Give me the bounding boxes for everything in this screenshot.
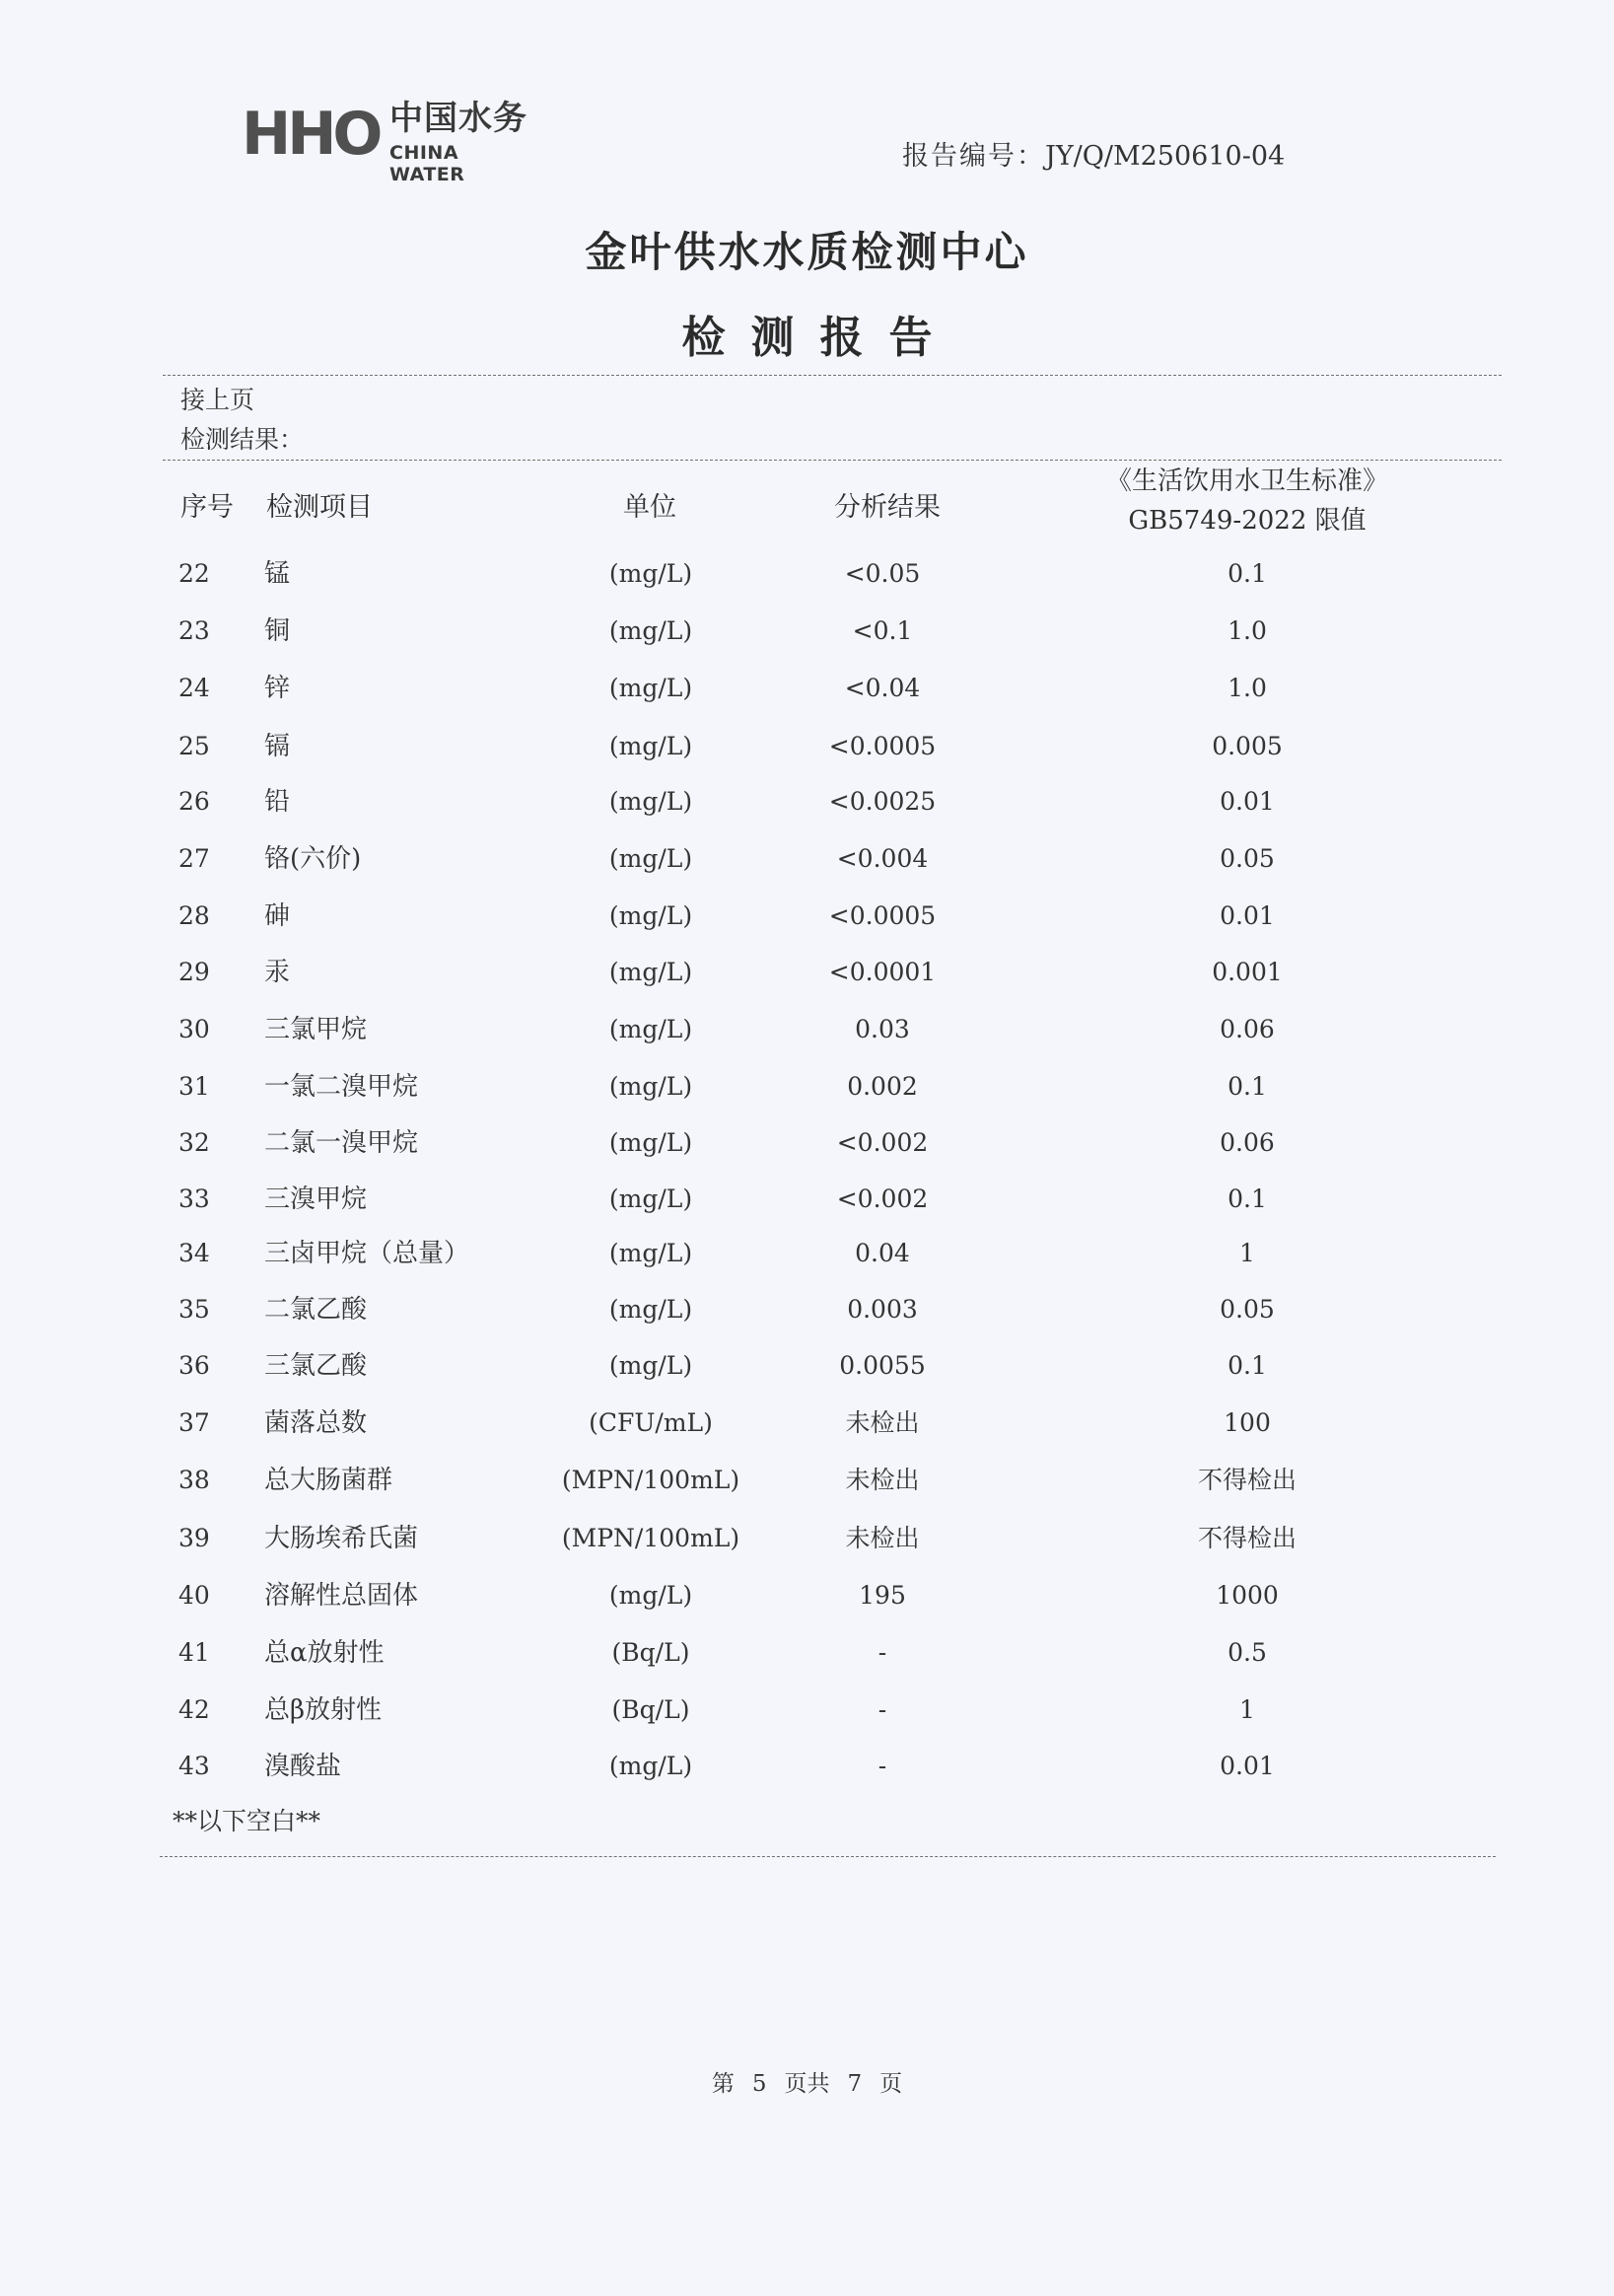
- row-limit: 0.05: [1220, 844, 1275, 873]
- standard-limit-label: GB5749-2022 限值: [1128, 506, 1367, 536]
- row-unit: (mg/L): [608, 1239, 693, 1267]
- row-unit: (Bq/L): [611, 1695, 690, 1724]
- table-row: [0, 727, 1614, 772]
- row-result: <0.0001: [828, 958, 937, 986]
- table-row: [0, 1290, 1614, 1335]
- row-seq: 24: [178, 674, 210, 702]
- row-limit: 0.1: [1228, 1184, 1267, 1213]
- row-item: 铬(六价): [264, 844, 362, 874]
- row-result: 0.03: [855, 1015, 910, 1043]
- row-seq: 31: [178, 1072, 210, 1101]
- row-unit: (mg/L): [608, 958, 693, 986]
- row-limit: 0.1: [1228, 1351, 1267, 1380]
- report-title: 检测报告: [681, 313, 958, 363]
- row-seq: 42: [178, 1695, 210, 1724]
- row-limit: 0.06: [1220, 1128, 1275, 1157]
- table-row: [0, 611, 1614, 657]
- column-header-item: 检测项目: [266, 492, 373, 523]
- top-divider: [163, 375, 1502, 376]
- header-divider: [163, 460, 1502, 461]
- report-number-value: JY/Q/M250610-04: [1045, 141, 1286, 172]
- report-number: [902, 134, 1285, 173]
- row-seq: 37: [178, 1408, 210, 1437]
- row-item: 汞: [264, 958, 291, 987]
- row-limit: 0.005: [1212, 732, 1283, 760]
- row-item: 锌: [264, 674, 291, 703]
- row-item: 总α放射性: [264, 1638, 385, 1668]
- row-seq: 26: [178, 787, 210, 816]
- row-result: 0.003: [847, 1295, 918, 1324]
- row-seq: 28: [178, 901, 210, 930]
- row-item: 铅: [264, 787, 291, 817]
- row-unit: (mg/L): [608, 1072, 693, 1101]
- row-result: -: [877, 1695, 887, 1724]
- row-unit: (MPN/100mL): [561, 1466, 740, 1494]
- row-result: <0.0005: [828, 901, 937, 930]
- row-item: 二氯一溴甲烷: [264, 1128, 419, 1158]
- row-unit: (mg/L): [608, 1351, 693, 1380]
- row-result: 0.002: [847, 1072, 918, 1101]
- row-result: <0.05: [844, 559, 921, 588]
- column-header-unit: 单位: [623, 492, 676, 523]
- table-row: [0, 1346, 1614, 1392]
- standard-name: 《生活饮用水卫生标准》: [1105, 466, 1388, 496]
- logo-mark: HHO: [242, 100, 380, 169]
- row-seq: 33: [178, 1184, 210, 1213]
- row-result: <0.1: [852, 616, 913, 645]
- row-item: 铜: [264, 616, 291, 646]
- table-row: [0, 1123, 1614, 1169]
- row-item: 三氯甲烷: [264, 1015, 368, 1044]
- row-unit: (mg/L): [608, 844, 693, 873]
- page-mid: 页共: [784, 2071, 830, 2097]
- row-seq: 36: [178, 1351, 210, 1380]
- row-item: 总β放射性: [264, 1695, 383, 1725]
- page-footer: [0, 2065, 1614, 2098]
- row-item: 三溴甲烷: [264, 1184, 368, 1214]
- table-row: [0, 1403, 1614, 1449]
- row-result: <0.0025: [828, 787, 937, 816]
- row-item: 菌落总数: [264, 1408, 368, 1438]
- bottom-divider: [160, 1856, 1496, 1857]
- page-total: 7: [847, 2071, 863, 2097]
- row-item: 大肠埃希氏菌: [264, 1524, 419, 1553]
- table-row: [0, 554, 1614, 600]
- row-result: 未检出: [845, 1524, 920, 1552]
- row-unit: (mg/L): [608, 787, 693, 816]
- logo-english-name: CHINA WATER: [389, 142, 465, 185]
- row-seq: 38: [178, 1466, 210, 1494]
- row-seq: 40: [178, 1581, 210, 1610]
- table-row: [0, 1519, 1614, 1564]
- table-row: [0, 839, 1614, 885]
- page-current: 5: [751, 2071, 767, 2097]
- row-limit: 0.05: [1220, 1295, 1275, 1324]
- row-item: 镉: [264, 732, 291, 761]
- row-limit: 1: [1239, 1695, 1255, 1724]
- table-row: [0, 1461, 1614, 1506]
- table-row: [0, 782, 1614, 827]
- row-result: 0.0055: [839, 1351, 926, 1380]
- row-unit: (mg/L): [608, 1581, 693, 1610]
- row-result: -: [877, 1638, 887, 1667]
- table-row: [0, 897, 1614, 942]
- row-limit: 0.01: [1220, 787, 1275, 816]
- table-row: [0, 1067, 1614, 1112]
- page-prefix: 第: [711, 2071, 735, 2097]
- row-seq: 34: [178, 1239, 210, 1267]
- results-label: 检测结果：: [180, 425, 305, 454]
- row-seq: 30: [178, 1015, 210, 1043]
- row-limit: 1000: [1216, 1581, 1279, 1610]
- row-unit: (Bq/L): [611, 1638, 690, 1667]
- row-result: <0.002: [836, 1128, 929, 1157]
- row-limit: 不得检出: [1197, 1524, 1297, 1552]
- row-seq: 23: [178, 616, 210, 645]
- row-result: <0.004: [836, 844, 929, 873]
- table-row: [0, 669, 1614, 714]
- row-unit: (mg/L): [608, 1295, 693, 1324]
- row-result: 0.04: [855, 1239, 910, 1267]
- row-limit: 0.06: [1220, 1015, 1275, 1043]
- row-unit: (mg/L): [608, 1128, 693, 1157]
- row-limit: 0.01: [1220, 1752, 1275, 1780]
- row-unit: (CFU/mL): [589, 1408, 713, 1437]
- row-seq: 32: [178, 1128, 210, 1157]
- row-seq: 39: [178, 1524, 210, 1552]
- row-item: 溶解性总固体: [264, 1581, 419, 1611]
- row-seq: 22: [178, 559, 210, 588]
- center-name: 金叶供水水质检测中心: [585, 228, 1029, 276]
- row-result: <0.002: [836, 1184, 929, 1213]
- page-suffix: 页: [879, 2071, 903, 2097]
- table-row: [0, 1234, 1614, 1279]
- row-unit: (mg/L): [608, 1015, 693, 1043]
- row-limit: 0.1: [1228, 559, 1267, 588]
- row-result: 未检出: [845, 1466, 920, 1494]
- row-result: <0.0005: [828, 732, 937, 760]
- row-result: -: [877, 1752, 887, 1780]
- row-item: 溴酸盐: [264, 1752, 342, 1781]
- row-limit: 0.5: [1228, 1638, 1267, 1667]
- end-note: **以下空白**: [173, 1807, 321, 1835]
- row-result: <0.04: [844, 674, 921, 702]
- row-seq: 29: [178, 958, 210, 986]
- row-seq: 35: [178, 1295, 210, 1324]
- column-header-result: 分析结果: [834, 492, 941, 523]
- row-limit: 0.1: [1228, 1072, 1267, 1101]
- table-row: [0, 1010, 1614, 1055]
- row-item: 总大肠菌群: [264, 1466, 393, 1495]
- table-row: [0, 1690, 1614, 1736]
- row-item: 锰: [264, 559, 291, 589]
- row-item: 三卤甲烷（总量）: [264, 1239, 470, 1268]
- table-row: [0, 1747, 1614, 1792]
- row-limit: 0.001: [1212, 958, 1283, 986]
- row-seq: 43: [178, 1752, 210, 1780]
- row-unit: (mg/L): [608, 1752, 693, 1780]
- row-limit: 1.0: [1228, 616, 1267, 645]
- row-unit: (mg/L): [608, 1184, 693, 1213]
- row-limit: 1.0: [1228, 674, 1267, 702]
- table-row: [0, 1633, 1614, 1679]
- row-result: 未检出: [845, 1408, 920, 1437]
- continued-label: 接上页: [180, 386, 255, 414]
- china-water-logo: [242, 99, 537, 185]
- row-unit: (mg/L): [608, 559, 693, 588]
- row-unit: (mg/L): [608, 732, 693, 760]
- row-seq: 25: [178, 732, 210, 760]
- row-item: 砷: [264, 901, 291, 931]
- row-item: 一氯二溴甲烷: [264, 1072, 419, 1102]
- column-header-standard: [1094, 462, 1400, 540]
- row-seq: 41: [178, 1638, 210, 1667]
- row-limit: 不得检出: [1197, 1466, 1297, 1494]
- row-seq: 27: [178, 844, 210, 873]
- row-unit: (mg/L): [608, 674, 693, 702]
- logo-chinese-name: 中国水务: [389, 99, 527, 138]
- column-header-seq: 序号: [180, 492, 234, 523]
- table-row: [0, 1180, 1614, 1225]
- row-limit: 1: [1239, 1239, 1255, 1267]
- table-row: [0, 1576, 1614, 1621]
- row-limit: 0.01: [1220, 901, 1275, 930]
- table-row: [0, 953, 1614, 998]
- row-result: 195: [859, 1581, 906, 1610]
- row-unit: (MPN/100mL): [561, 1524, 740, 1552]
- row-item: 二氯乙酸: [264, 1295, 368, 1325]
- row-unit: (mg/L): [608, 901, 693, 930]
- report-number-label: 报告编号：: [902, 141, 1045, 172]
- row-limit: 100: [1224, 1408, 1271, 1437]
- row-unit: (mg/L): [608, 616, 693, 645]
- row-item: 三氯乙酸: [264, 1351, 368, 1381]
